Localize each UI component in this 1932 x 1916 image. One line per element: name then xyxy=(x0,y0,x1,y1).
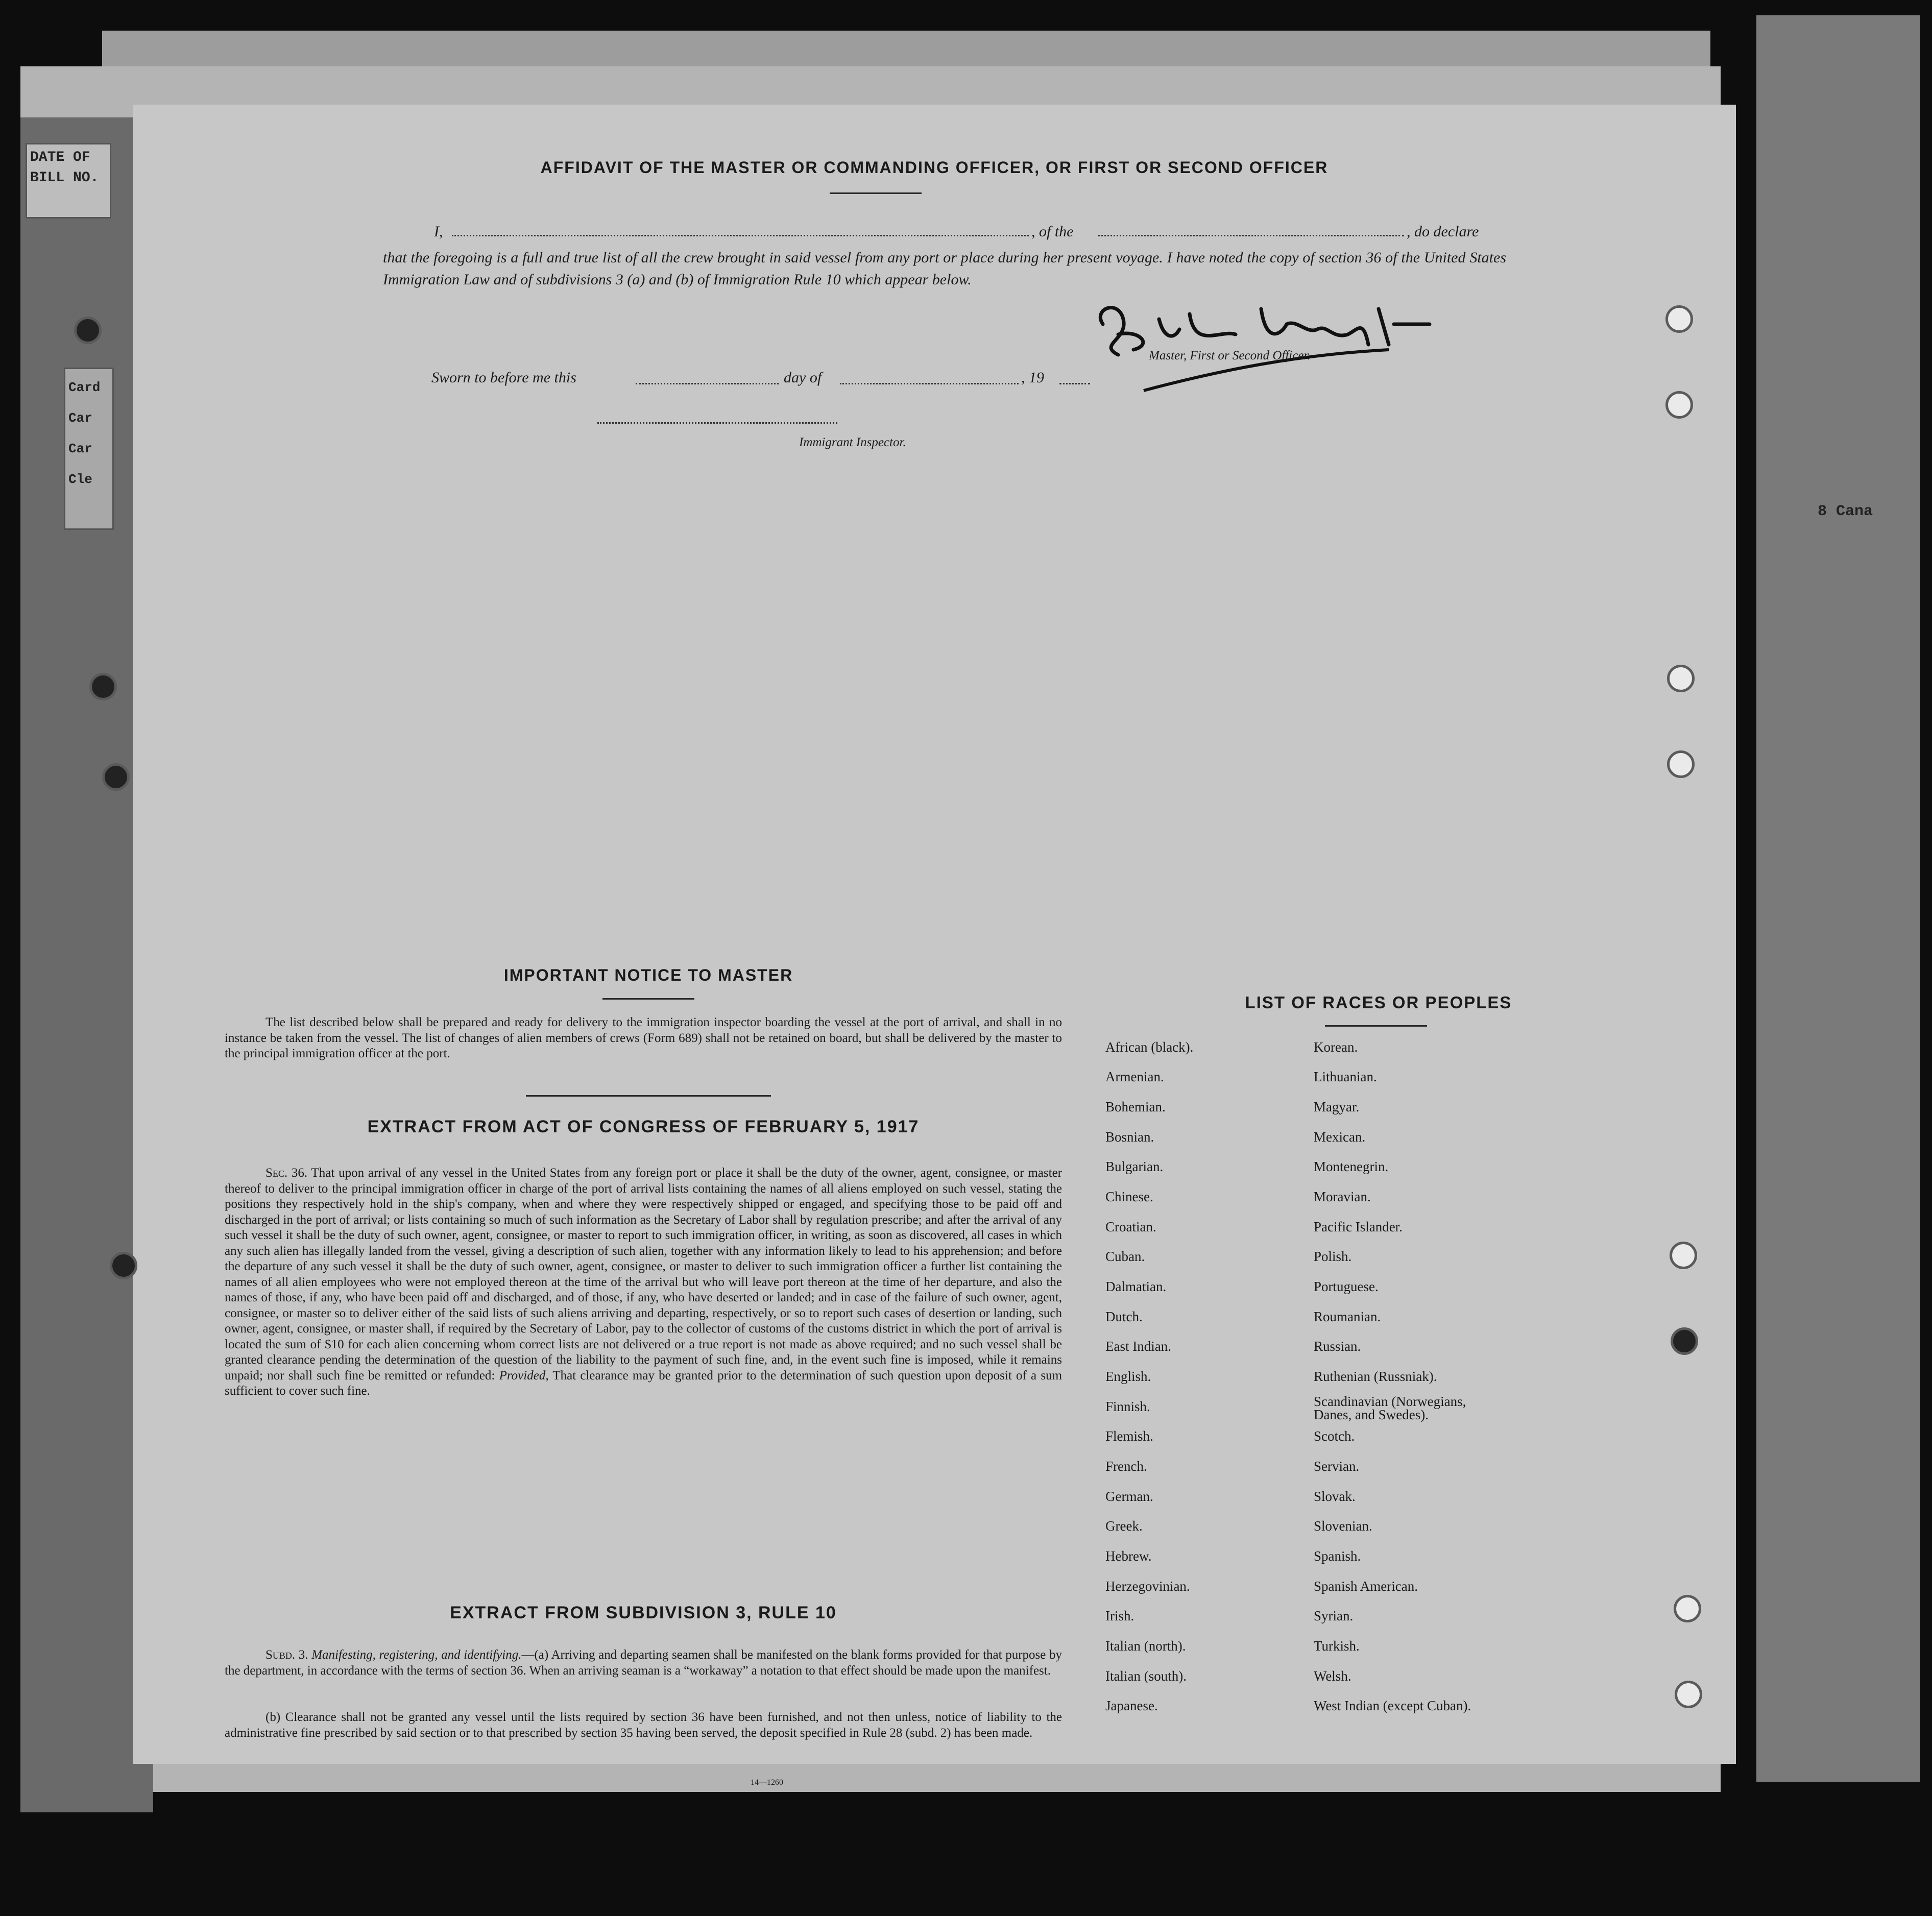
left-card-line-2: Car xyxy=(68,410,92,426)
rule-subd-title: Manifesting, registering, and identifying. xyxy=(311,1648,522,1662)
background-sheet-right xyxy=(1756,15,1920,1782)
race-item: Montenegrin. xyxy=(1314,1159,1389,1174)
race-item: Russian. xyxy=(1314,1339,1361,1354)
sworn-label: Sworn to before me this xyxy=(431,369,576,386)
race-item: Italian (south). xyxy=(1105,1668,1187,1684)
rule-part-a-text: —(a) Arriving and departing seamen shall be manifested on the blank forms provided for that purpose by the department, in accordance with the terms of section 36. When an arriving seaman is a “workaway” a notation to that effect should be made upon the manifest. xyxy=(225,1648,1062,1678)
sworn-day-of-label: day of xyxy=(784,369,822,386)
race-item: Roumanian. xyxy=(1314,1309,1381,1324)
race-item: Portuguese. xyxy=(1314,1279,1379,1294)
affidavit-i-label: I, xyxy=(434,223,443,240)
notice-end-rule xyxy=(526,1095,771,1097)
race-item: Italian (north). xyxy=(1105,1638,1186,1654)
race-item: Magyar. xyxy=(1314,1099,1360,1114)
act-section-text-end: That clearance may be granted prior to the determination of such question upon deposit of a sum sufficient to cover such fine. xyxy=(225,1368,1062,1398)
binder-hole xyxy=(1665,305,1693,333)
race-item: Japanese. xyxy=(1105,1698,1158,1713)
inspector-signature-field[interactable] xyxy=(597,422,837,424)
act-extract-body xyxy=(225,1166,1062,1399)
rule-subd-label: Subd. 3. xyxy=(265,1648,308,1662)
left-card-stack xyxy=(64,368,114,530)
binder-hole xyxy=(89,673,117,700)
race-item: Finnish. xyxy=(1105,1399,1150,1414)
left-tab-line-2: BILL NO. xyxy=(30,170,99,186)
binder-hole xyxy=(110,1252,137,1279)
rule-extract-part-b: (b) Clearance shall not be granted any vessel until the lists required by section 36 have been furnished, and not then unless, notice of liability to the administrative fine prescribed by said section or to that prescribed by section 35 having been served, the deposit specified in Rule 28 (subd. 2) has been made. xyxy=(225,1710,1062,1740)
race-item: Spanish. xyxy=(1314,1548,1361,1564)
left-card-line-4: Cle xyxy=(68,472,92,487)
race-item: Cuban. xyxy=(1105,1249,1145,1264)
race-item: Slovenian. xyxy=(1314,1518,1372,1534)
race-item: Pacific Islander. xyxy=(1314,1219,1403,1234)
race-item: Scotch. xyxy=(1314,1428,1355,1444)
rule-extract-title: EXTRACT FROM SUBDIVISION 3, RULE 10 xyxy=(450,1603,837,1622)
race-item: Ruthenian (Russniak). xyxy=(1314,1369,1437,1384)
binder-hole xyxy=(102,763,130,791)
affidavit-title: AFFIDAVIT OF THE MASTER OR COMMANDING OFFICER, OR FIRST OR SECOND OFFICER xyxy=(540,158,1329,177)
manifest-back-page xyxy=(133,105,1736,1787)
race-item: Servian. xyxy=(1314,1459,1360,1474)
race-item: French. xyxy=(1105,1459,1147,1474)
left-tab-label xyxy=(26,143,111,219)
race-item: Syrian. xyxy=(1314,1608,1354,1623)
race-item: Greek. xyxy=(1105,1518,1143,1534)
races-title: LIST OF RACES OR PEOPLES xyxy=(1245,993,1512,1012)
race-item: Herzegovinian. xyxy=(1105,1579,1190,1594)
sworn-month-field[interactable] xyxy=(840,383,1019,384)
race-item: Polish. xyxy=(1314,1249,1352,1264)
race-item: Irish. xyxy=(1105,1608,1134,1623)
binder-hole xyxy=(1670,1242,1697,1269)
race-item: Dalmatian. xyxy=(1105,1279,1167,1294)
binder-hole xyxy=(1665,391,1693,419)
race-item: Dutch. xyxy=(1105,1309,1143,1324)
race-item: Lithuanian. xyxy=(1314,1069,1377,1084)
race-item: Turkish. xyxy=(1314,1638,1360,1654)
inspector-label: Immigrant Inspector. xyxy=(799,435,906,449)
race-item: African (black). xyxy=(1105,1039,1194,1055)
left-card-line-1: Card xyxy=(68,380,101,395)
signature-caption: Master, First or Second Officer. xyxy=(1149,349,1311,362)
race-item: Croatian. xyxy=(1105,1219,1156,1234)
race-item: English. xyxy=(1105,1369,1151,1384)
signature xyxy=(1042,288,1501,406)
binder-hole xyxy=(74,317,102,344)
affidavit-title-rule xyxy=(830,192,922,194)
right-sheet-fragment: 8 Cana xyxy=(1818,503,1873,520)
race-item: Spanish American. xyxy=(1314,1579,1418,1594)
race-item: Armenian. xyxy=(1105,1069,1164,1084)
rule-extract-part-a xyxy=(225,1647,1062,1679)
race-item: Korean. xyxy=(1314,1039,1358,1055)
race-item: Moravian. xyxy=(1314,1189,1371,1204)
left-card-line-3: Car xyxy=(68,441,92,456)
notice-title: IMPORTANT NOTICE TO MASTER xyxy=(503,966,793,984)
act-section-text: That upon arrival of any vessel in the United States from any foreign port or place it shall be the duty of the owner, agent, consignee, or master thereof to deliver to the principal immigration officer in charge of the port of arrival lists containing the names of all aliens employed on such vessel, stating the positions they respectively hold in the ship's company, when and where they were respectively shipped or engaged, and specifying those to be paid off and discharged in the port of arrival; or lists containing so much of such information as the Secretary of Labor shall by regulation prescribe; and after the arrival of any such vessel it shall be the duty of such owner, agent, consignee, or master to report to such immigration officer, in writing, as soon as discovered, all cases in which any such alien has illegally landed from the vessel, giving a description of such alien, together with any information likely to lead to his apprehension; and before the departure of any such vessel it shall be the duty of such owner, agent, consignee, or master to deliver to such immigration officer a further list containing the names of all alien employees who were not employed thereon at the time of the arrival but who will leave port thereon at the time of her departure, and also the names of those, if any, who have been paid off and discharged, and of those, if any, who have deserted or landed; and in case of the failure of such owner, agent, consignee, or master so to deliver either of the said lists of such aliens arriving and departing, respectively, or so to report such cases of desertion or landing, such owner, agent, consignee, or master shall, if required by the Secretary of Labor, pay to the collector of customs of the customs district in which the port of arrival is located the sum of $10 for each alien concerning whom correct lists are not delivered or a true report is not made as above required; and no such vessel shall be granted clearance pending the determination of the question of the liability to the payment of such fine, and, in the event such fine is imposed, while it remains unpaid; nor shall such fine be remitted or refunded: xyxy=(225,1166,1062,1383)
affidavit-of-the-label: , of the xyxy=(1031,223,1074,240)
race-item: Flemish. xyxy=(1105,1428,1153,1444)
race-item: Hebrew. xyxy=(1105,1548,1152,1564)
binder-hole xyxy=(1667,750,1695,778)
affidavit-declare-label: , do declare xyxy=(1407,223,1479,240)
sworn-day-field[interactable] xyxy=(636,383,779,384)
race-item: Slovak. xyxy=(1314,1489,1356,1504)
notice-body: The list described below shall be prepared and ready for delivery to the immigration inspector boarding the vessel at the port of arrival, and shall in no instance be taken from the vessel. The list of changes of alien members of crews (Form 689) shall not be retained on board, but shall be delivered by the master to the principal immigration officer at the port. xyxy=(225,1015,1062,1060)
race-item: German. xyxy=(1105,1489,1153,1504)
declarant-name-field[interactable] xyxy=(452,235,1029,236)
race-item: Welsh. xyxy=(1314,1668,1351,1684)
race-item: Bulgarian. xyxy=(1105,1159,1164,1174)
act-provided-label: Provided, xyxy=(499,1368,549,1383)
form-number: 14—1260 xyxy=(751,1778,783,1787)
races-title-rule xyxy=(1325,1025,1427,1027)
race-item: West Indian (except Cuban). xyxy=(1314,1698,1471,1713)
binder-hole xyxy=(1671,1327,1698,1355)
sworn-year-field[interactable] xyxy=(1059,383,1090,384)
race-item: Bosnian. xyxy=(1105,1129,1154,1145)
notice-title-rule xyxy=(602,998,694,1000)
act-section-label: Sec. 36. xyxy=(265,1166,308,1180)
binder-hole xyxy=(1674,1595,1701,1622)
race-item: Mexican. xyxy=(1314,1129,1366,1145)
race-item: Scandinavian (Norwegians, Danes, and Swedes). xyxy=(1314,1394,1466,1422)
vessel-name-field[interactable] xyxy=(1098,235,1404,236)
binder-hole xyxy=(1667,665,1695,692)
binder-hole xyxy=(1675,1681,1702,1708)
affidavit-body: that the foregoing is a full and true list of all the crew brought in said vessel from any port or place during her present voyage. I have noted the copy of section 36 of the United States Immigration Law and of subdivisions 3 (a) and (b) of Immigration Rule 10 which appear below. xyxy=(383,249,1506,288)
race-item: Bohemian. xyxy=(1105,1099,1166,1114)
act-extract-title: EXTRACT FROM ACT OF CONGRESS OF FEBRUARY 5, 1917 xyxy=(367,1117,920,1136)
race-item: Chinese. xyxy=(1105,1189,1153,1204)
left-tab-line-1: DATE OF xyxy=(30,150,90,165)
sworn-year-label: , 19 xyxy=(1021,369,1044,386)
race-item: East Indian. xyxy=(1105,1339,1171,1354)
